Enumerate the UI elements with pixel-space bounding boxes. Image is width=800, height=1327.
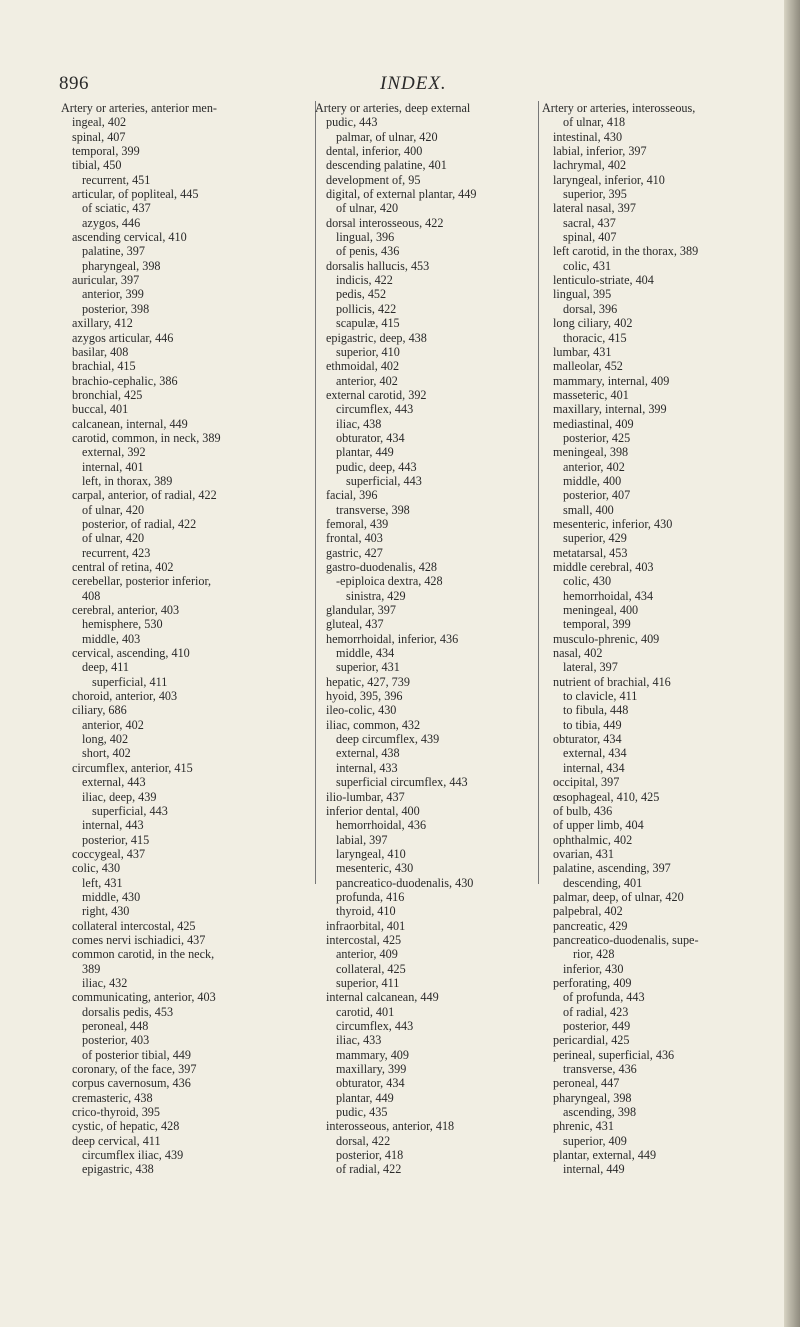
index-entry: hepatic, 427, 739 bbox=[326, 674, 410, 689]
index-entry: peroneal, 447 bbox=[553, 1076, 620, 1091]
index-entry: pharyngeal, 398 bbox=[553, 1090, 632, 1105]
index-entry: internal, 443 bbox=[82, 818, 144, 833]
index-entry: lingual, 396 bbox=[336, 230, 395, 245]
index-entry: axillary, 412 bbox=[72, 316, 133, 331]
index-entry: of radial, 422 bbox=[336, 1162, 402, 1177]
index-entry: internal, 433 bbox=[336, 760, 398, 775]
page-edge bbox=[784, 0, 800, 1327]
index-entry: 408 bbox=[82, 588, 101, 603]
index-entry: long ciliary, 402 bbox=[553, 316, 633, 331]
index-entry: pudic, 435 bbox=[336, 1105, 388, 1120]
index-entry: of radial, 423 bbox=[563, 1004, 629, 1019]
index-entry: palmar, of ulnar, 420 bbox=[336, 129, 438, 144]
index-entry: collateral, 425 bbox=[336, 961, 406, 976]
index-entry: development of, 95 bbox=[326, 172, 421, 187]
index-entry: pancreatic, 429 bbox=[553, 918, 628, 933]
index-entry: metatarsal, 453 bbox=[553, 545, 628, 560]
index-entry: peroneal, 448 bbox=[82, 1019, 149, 1033]
index-entry: dorsalis hallucis, 453 bbox=[326, 258, 430, 273]
index-entry: laryngeal, 410 bbox=[336, 846, 406, 861]
index-entry: laryngeal, inferior, 410 bbox=[553, 172, 665, 187]
index-entry: meningeal, 400 bbox=[563, 603, 639, 618]
index-entry: mammary, 409 bbox=[336, 1047, 409, 1062]
index-entry: middle, 434 bbox=[336, 646, 395, 661]
page-number: 896 bbox=[59, 73, 89, 94]
index-entry: hemorrhoidal, inferior, 436 bbox=[326, 631, 459, 646]
index-entry: small, 400 bbox=[563, 502, 614, 517]
index-entry: crico-thyroid, 395 bbox=[72, 1105, 160, 1120]
index-entry: circumflex, 443 bbox=[336, 402, 414, 417]
index-entry: external carotid, 392 bbox=[326, 387, 427, 402]
index-entry: hemorrhoidal, 434 bbox=[563, 588, 654, 603]
index-entry: anterior, 409 bbox=[336, 947, 398, 962]
index-entry: musculo-phrenic, 409 bbox=[553, 631, 660, 646]
index-entry: cystic, of hepatic, 428 bbox=[72, 1119, 180, 1134]
index-entry: plantar, 449 bbox=[336, 445, 394, 460]
index-entry: long, 402 bbox=[82, 732, 129, 747]
index-column-2 bbox=[315, 101, 537, 1177]
index-entry: posterior, 415 bbox=[82, 832, 150, 847]
index-entry: -epiploica dextra, 428 bbox=[336, 574, 443, 589]
index-entry: iliac, 433 bbox=[336, 1033, 382, 1048]
index-entry: glandular, 397 bbox=[326, 603, 396, 618]
index-entry: deep circumflex, 439 bbox=[336, 732, 440, 747]
index-entry: palpebral, 402 bbox=[553, 904, 623, 919]
index-entry: pharyngeal, 398 bbox=[82, 258, 161, 273]
index-entry: posterior, 449 bbox=[563, 1019, 631, 1033]
index-entry: pancreatico-duodenalis, 430 bbox=[336, 875, 474, 890]
index-entry: facial, 396 bbox=[326, 488, 378, 503]
index-entry: interosseous, anterior, 418 bbox=[326, 1119, 455, 1134]
index-entry: dorsal, 396 bbox=[563, 301, 618, 316]
index-entry: brachio-cephalic, 386 bbox=[72, 373, 178, 388]
index-entry: dorsal interosseous, 422 bbox=[326, 215, 444, 230]
index-entry: cerebellar, posterior inferior, bbox=[72, 574, 212, 589]
index-entry: articular, of popliteal, 445 bbox=[72, 187, 199, 202]
index-entry: of upper limb, 404 bbox=[553, 818, 644, 833]
index-entry: internal calcanean, 449 bbox=[326, 990, 439, 1005]
index-entry: mediastinal, 409 bbox=[553, 416, 634, 431]
index-entry: colic, 431 bbox=[563, 258, 612, 273]
index-entry: ciliary, 686 bbox=[72, 703, 127, 718]
index-entry: lingual, 395 bbox=[553, 287, 612, 302]
index-entry: indicis, 422 bbox=[336, 273, 393, 288]
index-entry: short, 402 bbox=[82, 746, 131, 761]
index-entry: ingeal, 402 bbox=[72, 115, 127, 130]
index-entry: anterior, 402 bbox=[563, 459, 625, 474]
index-entry: plantar, 449 bbox=[336, 1090, 394, 1105]
index-entry: Artery or arteries, interosseous, bbox=[542, 101, 696, 115]
index-entry: left, 431 bbox=[82, 875, 123, 890]
index-entry: basilar, 408 bbox=[72, 344, 129, 359]
index-entry: nutrient of brachial, 416 bbox=[553, 674, 671, 689]
index-entry: of bulb, 436 bbox=[553, 803, 613, 818]
index-entry: to tibia, 449 bbox=[563, 717, 622, 732]
index-entry: obturator, 434 bbox=[336, 1076, 405, 1091]
index-entry: external, 434 bbox=[563, 746, 627, 761]
index-entry: Artery or arteries, anterior men- bbox=[61, 101, 217, 115]
index-entry: palatine, 397 bbox=[82, 244, 145, 259]
column-divider bbox=[538, 101, 539, 884]
index-entry: left carotid, in the thorax, 389 bbox=[553, 244, 699, 259]
index-entry: to fibula, 448 bbox=[563, 703, 629, 718]
index-entry: azygos articular, 446 bbox=[72, 330, 174, 345]
index-entry: auricular, 397 bbox=[72, 273, 140, 288]
index-entry: temporal, 399 bbox=[563, 617, 631, 632]
index-entry: corpus cavernosum, 436 bbox=[72, 1076, 191, 1091]
index-entry: lachrymal, 402 bbox=[553, 158, 627, 173]
index-entry: maxillary, internal, 399 bbox=[553, 402, 667, 417]
index-entry: ethmoidal, 402 bbox=[326, 359, 400, 374]
index-entry: lumbar, 431 bbox=[553, 344, 612, 359]
index-entry: middle, 403 bbox=[82, 631, 141, 646]
index-entry: obturator, 434 bbox=[553, 732, 622, 747]
index-entry: internal, 434 bbox=[563, 760, 625, 775]
index-entry: spinal, 407 bbox=[72, 129, 126, 144]
index-entry: ovarian, 431 bbox=[553, 846, 614, 861]
index-entry: nasal, 402 bbox=[553, 646, 603, 661]
index-entry: posterior, 403 bbox=[82, 1033, 150, 1048]
index-entry: œsophageal, 410, 425 bbox=[553, 789, 660, 804]
index-entry: of ulnar, 420 bbox=[82, 531, 145, 546]
index-entry: inferior, 430 bbox=[563, 961, 624, 976]
index-entry: of ulnar, 420 bbox=[82, 502, 145, 517]
index-entry: obturator, 434 bbox=[336, 430, 405, 445]
index-entry: thyroid, 410 bbox=[336, 904, 396, 919]
index-entry: cerebral, anterior, 403 bbox=[72, 603, 180, 618]
index-entry: epigastric, 438 bbox=[82, 1162, 154, 1177]
index-entry: transverse, 398 bbox=[336, 502, 410, 517]
index-entry: circumflex, 443 bbox=[336, 1019, 414, 1033]
index-entry: palmar, deep, of ulnar, 420 bbox=[553, 889, 684, 904]
index-entry: circumflex iliac, 439 bbox=[82, 1148, 184, 1163]
index-entry: pudic, deep, 443 bbox=[336, 459, 417, 474]
index-entry: intercostal, 425 bbox=[326, 932, 402, 947]
index-entry: ilio-lumbar, 437 bbox=[326, 789, 405, 804]
index-entry: of penis, 436 bbox=[336, 244, 400, 259]
index-entry: middle, 400 bbox=[563, 473, 622, 488]
index-entry: perineal, superficial, 436 bbox=[553, 1047, 675, 1062]
index-entry: superior, 410 bbox=[336, 344, 400, 359]
index-entry: common carotid, in the neck, bbox=[72, 947, 215, 962]
index-entry: frontal, 403 bbox=[326, 531, 383, 546]
index-entry: superior, 395 bbox=[563, 187, 627, 202]
index-entry: of ulnar, 418 bbox=[563, 115, 626, 130]
index-entry: deep, 411 bbox=[82, 660, 129, 675]
index-entry: carotid, common, in neck, 389 bbox=[72, 430, 221, 445]
index-entry: choroid, anterior, 403 bbox=[72, 689, 178, 704]
index-entry: comes nervi ischiadici, 437 bbox=[72, 932, 206, 947]
index-entry: azygos, 446 bbox=[82, 215, 141, 230]
index-entry: superficial, 411 bbox=[92, 674, 168, 689]
index-entry: coccygeal, 437 bbox=[72, 846, 146, 861]
index-entry: of sciatic, 437 bbox=[82, 201, 151, 216]
index-entry: lateral, 397 bbox=[563, 660, 618, 675]
index-entry: ileo-colic, 430 bbox=[326, 703, 397, 718]
index-entry: external, 443 bbox=[82, 775, 146, 790]
index-entry: communicating, anterior, 403 bbox=[72, 990, 216, 1005]
index-entry: hemorrhoidal, 436 bbox=[336, 818, 427, 833]
index-entry: pericardial, 425 bbox=[553, 1033, 630, 1048]
index-entry: 389 bbox=[82, 961, 101, 976]
index-entry: iliac, 432 bbox=[82, 975, 128, 990]
index-entry: dental, inferior, 400 bbox=[326, 144, 423, 159]
index-entry: coronary, of the face, 397 bbox=[72, 1062, 197, 1077]
index-entry: posterior, 407 bbox=[563, 488, 631, 503]
index-entry: central of retina, 402 bbox=[72, 560, 174, 574]
index-entry: scapulæ, 415 bbox=[336, 316, 400, 331]
page-header bbox=[0, 73, 784, 97]
index-entry: of ulnar, 420 bbox=[336, 201, 399, 216]
index-entry: tibial, 450 bbox=[72, 158, 122, 173]
index-entry: dorsal, 422 bbox=[336, 1133, 391, 1148]
index-entry: brachial, 415 bbox=[72, 359, 136, 374]
index-entry: malleolar, 452 bbox=[553, 359, 623, 374]
index-entry: posterior, 425 bbox=[563, 430, 631, 445]
index-entry: pancreatico-duodenalis, supe- bbox=[553, 932, 699, 947]
index-entry: carpal, anterior, of radial, 422 bbox=[72, 488, 217, 503]
index-entry: occipital, 397 bbox=[553, 775, 620, 790]
index-entry: pollicis, 422 bbox=[336, 301, 397, 316]
index-entry: inferior dental, 400 bbox=[326, 803, 420, 818]
index-entry: meningeal, 398 bbox=[553, 445, 629, 460]
index-entry: of profunda, 443 bbox=[563, 990, 645, 1005]
index-entry: superior, 409 bbox=[563, 1133, 627, 1148]
index-entry: anterior, 402 bbox=[82, 717, 144, 732]
index-entry: ascending cervical, 410 bbox=[72, 230, 187, 245]
index-entry: femoral, 439 bbox=[326, 516, 389, 531]
index-entry: gastric, 427 bbox=[326, 545, 383, 560]
index-entry: carotid, 401 bbox=[336, 1004, 395, 1019]
index-entry: phrenic, 431 bbox=[553, 1119, 614, 1134]
index-entry: rior, 428 bbox=[573, 947, 615, 962]
index-entry: internal, 449 bbox=[563, 1162, 625, 1177]
index-entry: left, in thorax, 389 bbox=[82, 473, 173, 488]
index-entry: middle cerebral, 403 bbox=[553, 560, 654, 574]
index-entry: perforating, 409 bbox=[553, 975, 632, 990]
index-entry: superficial, 443 bbox=[346, 473, 422, 488]
index-entry: gluteal, 437 bbox=[326, 617, 384, 632]
index-entry: collateral intercostal, 425 bbox=[72, 918, 196, 933]
index-entry: to clavicle, 411 bbox=[563, 689, 638, 704]
index-entry: infraorbital, 401 bbox=[326, 918, 406, 933]
index-entry: anterior, 402 bbox=[336, 373, 398, 388]
index-entry: palatine, ascending, 397 bbox=[553, 861, 671, 876]
index-entry: right, 430 bbox=[82, 904, 130, 919]
index-entry: deep cervical, 411 bbox=[72, 1133, 161, 1148]
index-entry: Artery or arteries, deep external bbox=[315, 101, 471, 115]
index-entry: masseteric, 401 bbox=[553, 387, 629, 402]
index-entry: sinistra, 429 bbox=[346, 588, 406, 603]
index-entry: ophthalmic, 402 bbox=[553, 832, 633, 847]
index-entry: maxillary, 399 bbox=[336, 1062, 407, 1077]
index-entry: superficial, 443 bbox=[92, 803, 168, 818]
index-entry: middle, 430 bbox=[82, 889, 141, 904]
index-entry: profunda, 416 bbox=[336, 889, 405, 904]
index-column-3 bbox=[542, 101, 764, 1177]
index-entry: ascending, 398 bbox=[563, 1105, 637, 1120]
index-entry: bronchial, 425 bbox=[72, 387, 143, 402]
index-entry: digital, of external plantar, 449 bbox=[326, 187, 477, 202]
index-entry: gastro-duodenalis, 428 bbox=[326, 560, 438, 574]
index-entry: external, 392 bbox=[82, 445, 146, 460]
index-entry: posterior, 398 bbox=[82, 301, 150, 316]
index-entry: superior, 411 bbox=[336, 975, 400, 990]
index-entry: hyoid, 395, 396 bbox=[326, 689, 403, 704]
index-entry: pudic, 443 bbox=[326, 115, 378, 130]
index-entry: superficial circumflex, 443 bbox=[336, 775, 468, 790]
index-entry: transverse, 436 bbox=[563, 1062, 637, 1077]
index-entry: labial, 397 bbox=[336, 832, 388, 847]
index-entry: superior, 431 bbox=[336, 660, 400, 675]
index-entry: superior, 429 bbox=[563, 531, 627, 546]
index-entry: internal, 401 bbox=[82, 459, 144, 474]
index-entry: hemisphere, 530 bbox=[82, 617, 163, 632]
index-entry: lateral nasal, 397 bbox=[553, 201, 636, 216]
index-entry: pedis, 452 bbox=[336, 287, 387, 302]
index-entry: cremasteric, 438 bbox=[72, 1090, 153, 1105]
index-entry: of posterior tibial, 449 bbox=[82, 1047, 191, 1062]
index-entry: dorsalis pedis, 453 bbox=[82, 1004, 174, 1019]
index-entry: circumflex, anterior, 415 bbox=[72, 760, 193, 775]
index-entry: buccal, 401 bbox=[72, 402, 129, 417]
index-entry: mammary, internal, 409 bbox=[553, 373, 670, 388]
index-entry: calcanean, internal, 449 bbox=[72, 416, 188, 431]
running-title: INDEX. bbox=[380, 73, 447, 94]
index-entry: mesenteric, inferior, 430 bbox=[553, 516, 673, 531]
index-entry: external, 438 bbox=[336, 746, 400, 761]
index-entry: iliac, 438 bbox=[336, 416, 382, 431]
index-entry: sacral, 437 bbox=[563, 215, 616, 230]
index-entry: descending palatine, 401 bbox=[326, 158, 447, 173]
index-entry: recurrent, 451 bbox=[82, 172, 151, 187]
index-entry: mesenteric, 430 bbox=[336, 861, 414, 876]
index-entry: labial, inferior, 397 bbox=[553, 144, 647, 159]
index-entry: spinal, 407 bbox=[563, 230, 617, 245]
index-entry: colic, 430 bbox=[563, 574, 612, 589]
index-column-1 bbox=[61, 101, 283, 1177]
index-entry: plantar, external, 449 bbox=[553, 1148, 657, 1163]
index-entry: epigastric, deep, 438 bbox=[326, 330, 427, 345]
index-entry: colic, 430 bbox=[72, 861, 121, 876]
index-entry: recurrent, 423 bbox=[82, 545, 151, 560]
index-entry: posterior, of radial, 422 bbox=[82, 516, 197, 531]
index-entry: intestinal, 430 bbox=[553, 129, 623, 144]
index-entry: posterior, 418 bbox=[336, 1148, 404, 1163]
index-entry: anterior, 399 bbox=[82, 287, 144, 302]
index-entry: iliac, deep, 439 bbox=[82, 789, 157, 804]
index-entry: cervical, ascending, 410 bbox=[72, 646, 190, 661]
index-entry: iliac, common, 432 bbox=[326, 717, 421, 732]
index-entry: lenticulo-striate, 404 bbox=[553, 273, 654, 288]
index-entry: temporal, 399 bbox=[72, 144, 140, 159]
index-entry: thoracic, 415 bbox=[563, 330, 627, 345]
index-entry: descending, 401 bbox=[563, 875, 643, 890]
